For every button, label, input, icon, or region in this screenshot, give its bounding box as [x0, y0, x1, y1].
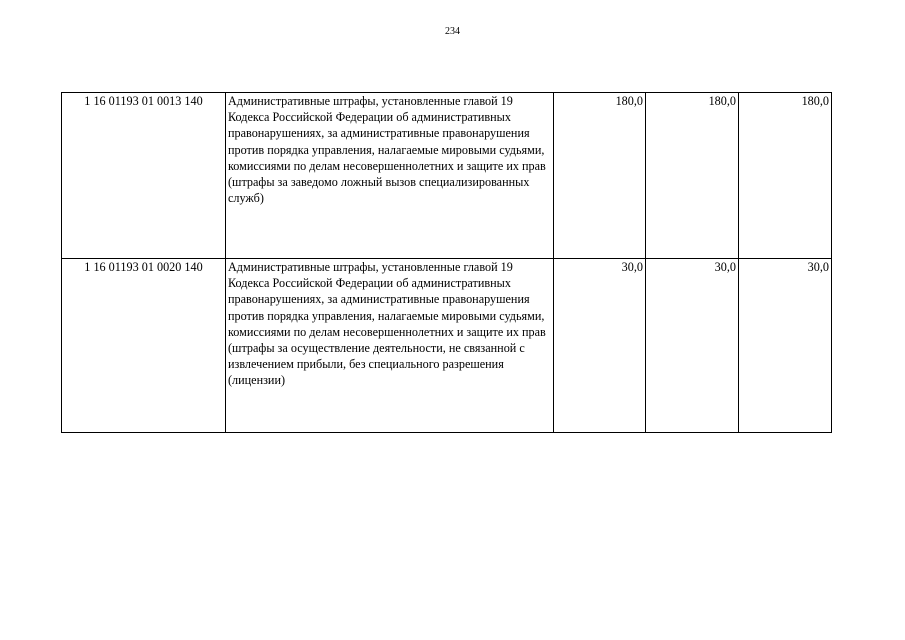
amount-year-1: 30,0	[554, 259, 646, 433]
amount-year-1: 180,0	[554, 93, 646, 259]
amount-year-3: 30,0	[739, 259, 832, 433]
table-row	[62, 259, 832, 433]
amount-year-2: 180,0	[646, 93, 739, 259]
table-row	[62, 93, 832, 259]
budget-table	[61, 92, 832, 433]
budget-classification-code: 1 16 01193 01 0020 140	[62, 259, 226, 433]
amount-year-3: 180,0	[739, 93, 832, 259]
income-description: Административные штрафы, установленные главой 19 Кодекса Российской Федерации об административных правонарушениях, за административные правонарушения против порядка управления, налагаемые мировыми судьями, комиссиями по делам несовершеннолетних и защите их прав (штрафы за заведомо ложный вызов специализированных служб)	[226, 93, 554, 259]
amount-year-2: 30,0	[646, 259, 739, 433]
budget-classification-code: 1 16 01193 01 0013 140	[62, 93, 226, 259]
page-number: 234	[445, 26, 460, 37]
income-description: Административные штрафы, установленные главой 19 Кодекса Российской Федерации об административных правонарушениях, за административные правонарушения против порядка управления, налагаемые мировыми судьями, комиссиями по делам несовершеннолетних и защите их прав (штрафы за осуществление деятельности, не связанной с извлечением прибыли, без специального разрешения (лицензии)	[226, 259, 554, 433]
